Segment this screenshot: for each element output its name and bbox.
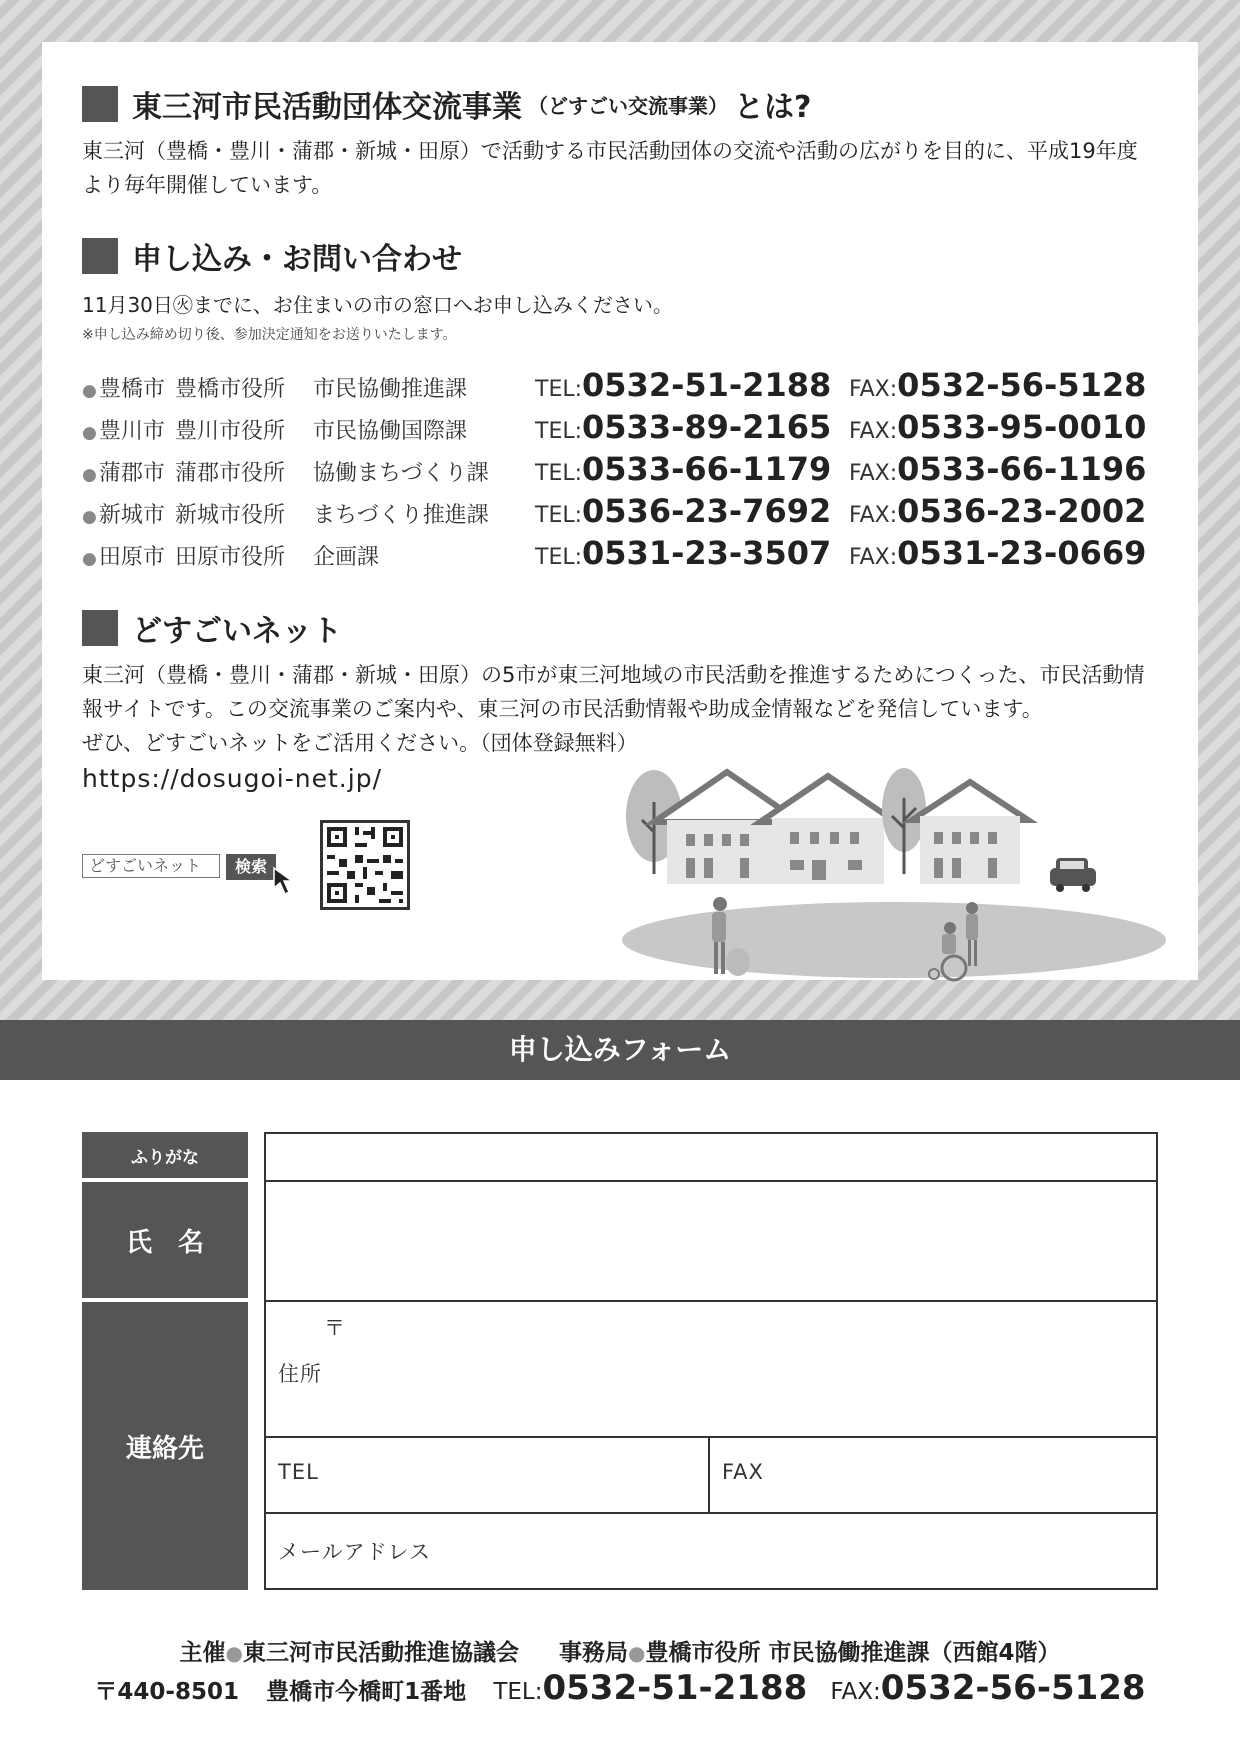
town-illustration [612,762,1172,982]
search-input[interactable]: どすごいネット [82,854,220,878]
tel-number: 0533-89-2165 [582,408,832,446]
contact-city: ● 蒲郡市 [82,456,175,487]
name-field[interactable] [264,1180,1158,1300]
footer-postal: 〒440-8501 [94,1679,239,1705]
about-line-1: 東三河（豊橋・豊川・蒲郡・新城・田原）で活動する市民活動団体の交流や活動の広がりを目的に、平成19年度 [82,139,1138,163]
about-heading-main: 東三河市民活動団体交流事業 [132,90,522,125]
contact-dept: 企画課 [313,545,380,570]
fax-field[interactable] [708,1436,1158,1512]
contact-city: ● 新城市 [82,498,175,529]
fax-label: FAX: [849,503,898,528]
contact-fax [849,408,1146,446]
net-line-3: ぜひ、どすごいネットをご活用ください。（団体登録無料） [82,731,638,755]
fax-number: 0536-23-2002 [897,492,1147,530]
footer-fax-label: FAX: [830,1679,881,1705]
tel-label: TEL: [535,545,583,570]
fax-number: 0533-66-1196 [897,450,1147,488]
contact-office: 新城市役所 [175,503,286,528]
contact-tel [535,366,849,404]
tel-label: TEL: [535,377,583,402]
tel-field[interactable] [264,1436,710,1512]
contact-office: 豊橋市役所 [175,377,286,402]
contact-dept: 市民協働推進課 [313,377,468,402]
office-name: 豊橋市役所 市民協働推進課（西館4階） [645,1640,1061,1666]
bullet-icon: ● [225,1641,243,1665]
office-label: 事務局 [559,1640,628,1666]
host-name: 東三河市民活動推進協議会 [242,1640,519,1666]
contact-row [82,366,1182,408]
tel-number: 0532-51-2188 [582,366,832,404]
heading-square-icon [82,610,118,646]
fax-number: 0533-95-0010 [897,408,1147,446]
footer-tel-label: TEL: [493,1679,543,1705]
footer-organizer [0,1634,1240,1667]
fax-number: 0532-56-5128 [897,366,1147,404]
footer-tel: 0532-51-2188 [542,1668,808,1708]
contact-office: 豊川市役所 [175,419,286,444]
contact-city: ● 豊川市 [82,414,175,445]
bullet-icon: ● [628,1641,646,1665]
tel-label: TEL: [535,503,583,528]
contact-fax [849,450,1146,488]
tel-number: 0531-23-3507 [582,534,832,572]
fax-number: 0531-23-0669 [897,534,1147,572]
search-button[interactable]: 検索 [226,854,276,880]
contact-row [82,492,1182,534]
tel-field-label: TEL [278,1460,319,1484]
apply-note: ※申し込み締め切り後、参加決定通知をお送りいたします。 [82,327,457,343]
net-text [82,658,1162,760]
contact-row [82,534,1182,576]
contact-office: 蒲郡市役所 [175,461,286,486]
contact-tel [535,408,849,446]
contact-row [82,450,1182,492]
host-label: 主催 [179,1640,226,1666]
contact-tel [535,492,849,530]
contact-tel [535,450,849,488]
about-heading-tail: とは? [734,90,812,125]
about-heading-paren: （どすごい交流事業） [528,93,728,118]
furigana-field[interactable] [264,1132,1158,1180]
footer-fax: 0532-56-5128 [880,1668,1146,1708]
net-heading [82,606,342,650]
contact-dept: 市民協働国際課 [313,419,468,444]
heading-square-icon [82,86,118,122]
about-text [82,134,1162,202]
form-title-bar: 申し込みフォーム [0,1020,1240,1080]
postal-mark: 〒 [324,1316,346,1340]
contact-fax [849,534,1146,572]
contact-dept: まちづくり推進課 [313,503,489,528]
tel-number: 0536-23-7692 [582,492,832,530]
apply-heading-text: 申し込み・お問い合わせ [132,242,462,277]
about-heading [82,82,811,126]
net-line-1: 東三河（豊橋・豊川・蒲郡・新城・田原）の5市が東三河地域の市民活動を推進するためにつくった、市民活動情 [82,663,1145,687]
fax-label: FAX: [849,545,898,570]
contact-city: ● 豊橋市 [82,372,175,403]
contact-fax [849,366,1146,404]
contact-row [82,408,1182,450]
cursor-arrow-icon [272,866,298,896]
email-field-label: メールアドレス [278,1540,431,1564]
application-form [82,1132,1158,1590]
fax-label: FAX: [849,419,898,444]
contact-tel [535,534,849,572]
address-label: 住所 [278,1362,322,1386]
about-line-2: より毎年開催しています。 [82,173,333,197]
fax-field-label: FAX [722,1460,764,1484]
tel-number: 0533-66-1179 [582,450,832,488]
name-label: 氏 名 [82,1182,248,1298]
email-field[interactable] [264,1512,1158,1590]
furigana-label: ふりがな [82,1132,248,1178]
heading-square-icon [82,238,118,274]
contact-list [82,366,1182,576]
tel-label: TEL: [535,419,583,444]
fax-label: FAX: [849,461,898,486]
footer-street: 豊橋市今橋町1番地 [266,1679,467,1705]
fax-label: FAX: [849,377,898,402]
apply-heading [82,234,462,278]
qr-code-icon [320,820,410,910]
apply-text: 11月30日㊋までに、お住まいの市の窓口へお申し込みください。 [82,293,673,317]
contact-label: 連絡先 [82,1302,248,1590]
contact-office: 田原市役所 [175,545,286,570]
address-field[interactable] [264,1300,1158,1436]
contact-city: ● 田原市 [82,540,175,571]
contact-dept: 協働まちづくり課 [313,461,489,486]
footer-address [0,1668,1240,1708]
info-card [42,42,1198,980]
net-heading-text: どすごいネット [132,614,342,649]
tel-label: TEL: [535,461,583,486]
net-line-2: 報サイトです。この交流事業のご案内や、東三河の市民活動情報や助成金情報などを発信しています。 [82,697,1043,721]
site-url-link[interactable]: https://dosugoi-net.jp/ [82,764,382,793]
contact-fax [849,492,1146,530]
